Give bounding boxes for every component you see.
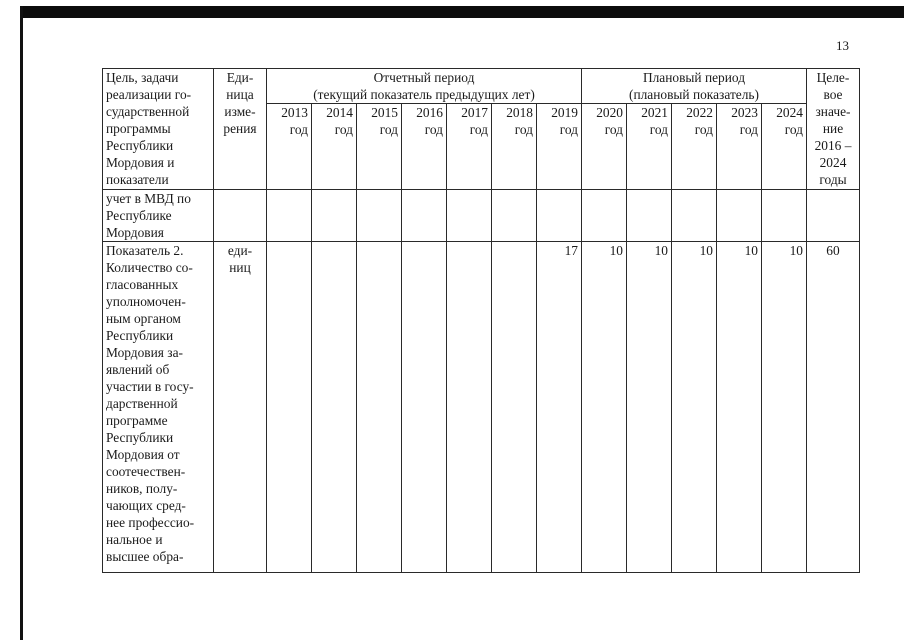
header-unit-line: Еди- xyxy=(226,70,254,85)
value-cell xyxy=(447,242,492,573)
header-target-line: вое xyxy=(823,87,843,102)
goal-line: гласованных xyxy=(106,277,179,292)
value-cell xyxy=(492,242,537,573)
value-cell xyxy=(402,190,447,242)
year-suffix: год xyxy=(694,122,713,137)
reporting-period-title: Отчетный период xyxy=(373,70,475,85)
value-cell xyxy=(492,190,537,242)
unit-line: ниц xyxy=(229,260,251,275)
year-header-cell xyxy=(492,104,537,190)
goal-line: явлений об xyxy=(106,362,170,377)
year-label: 2016 xyxy=(416,105,443,120)
goal-line: Количество со- xyxy=(106,260,193,275)
value-cell: 10 xyxy=(582,242,627,573)
goal-line: Мордовия от xyxy=(106,447,180,462)
goal-cell xyxy=(103,190,214,242)
goal-line: нальное и xyxy=(106,532,163,547)
year-suffix: год xyxy=(739,122,758,137)
year-suffix: год xyxy=(514,122,533,137)
goal-line: ным органом xyxy=(106,311,181,326)
year-header-cell xyxy=(267,104,312,190)
header-goal-line xyxy=(106,69,210,86)
unit-cell xyxy=(214,190,267,242)
goal-line: Мордовия xyxy=(106,225,164,240)
goal-line: соотечествен- xyxy=(106,464,186,479)
year-label: 2022 xyxy=(686,105,713,120)
header-target-line: 2016 – xyxy=(814,138,852,153)
goal-line: Республике xyxy=(106,208,172,223)
value-cell xyxy=(357,190,402,242)
goal-line: участии в госу- xyxy=(106,379,194,394)
header-unit-line: рения xyxy=(223,121,257,136)
value-cell: 10 xyxy=(762,242,807,573)
year-header-cell xyxy=(312,104,357,190)
goal-cell xyxy=(103,242,214,573)
year-header-cell xyxy=(762,104,807,190)
value-cell xyxy=(267,190,312,242)
year-header-cell xyxy=(447,104,492,190)
goal-line: Мордовия за- xyxy=(106,345,183,360)
header-unit-line: изме- xyxy=(224,104,256,119)
year-header-cell xyxy=(672,104,717,190)
year-header-cell xyxy=(537,104,582,190)
value-cell xyxy=(627,190,672,242)
goal-line: программе xyxy=(106,413,168,428)
goal-line: Республики xyxy=(106,430,174,445)
year-suffix: год xyxy=(334,122,353,137)
value-cell: 10 xyxy=(717,242,762,573)
value-cell xyxy=(717,190,762,242)
year-suffix: год xyxy=(604,122,623,137)
year-suffix: год xyxy=(379,122,398,137)
year-suffix: год xyxy=(469,122,488,137)
year-label: 2018 xyxy=(506,105,533,120)
reporting-period-header xyxy=(267,69,582,104)
page-number: 13 xyxy=(836,38,849,53)
year-header-cell xyxy=(582,104,627,190)
header-target-line: ние xyxy=(822,121,844,136)
table-row xyxy=(103,242,860,573)
year-label: 2014 xyxy=(326,105,353,120)
header-unit-line: ница xyxy=(226,87,254,102)
header-target-line: годы xyxy=(819,172,847,187)
header-goal-line: сударственной xyxy=(106,104,190,119)
year-header-cell xyxy=(627,104,672,190)
header-target-line: Целе- xyxy=(816,70,850,85)
goal-line: уполномочен- xyxy=(106,294,186,309)
value-cell xyxy=(582,190,627,242)
year-suffix: год xyxy=(784,122,803,137)
planned-period-header xyxy=(582,69,807,104)
header-goal-line: показатели xyxy=(106,172,169,187)
indicator-table xyxy=(102,68,860,573)
goal-line: нее профессио- xyxy=(106,515,195,530)
goal-line: дарственной xyxy=(106,396,178,411)
value-cell: 10 xyxy=(672,242,717,573)
unit-line: еди- xyxy=(227,243,253,258)
header-row-periods xyxy=(103,69,860,104)
year-header-cell xyxy=(717,104,762,190)
value-cell: 17 xyxy=(537,242,582,573)
header-target-line: значе- xyxy=(815,104,851,119)
header-goal-text: реализации го- xyxy=(106,87,192,102)
value-cell xyxy=(672,190,717,242)
goal-line: Республики xyxy=(106,328,174,343)
header-goal-cell xyxy=(103,69,214,190)
goal-line: учет в МВД по xyxy=(106,191,191,206)
unit-cell xyxy=(214,242,267,573)
table-row xyxy=(103,190,860,242)
header-goal-line xyxy=(106,86,210,103)
year-suffix: год xyxy=(559,122,578,137)
value-cell xyxy=(312,190,357,242)
year-suffix: год xyxy=(649,122,668,137)
year-suffix: год xyxy=(289,122,308,137)
target-cell xyxy=(807,190,860,242)
header-unit-cell xyxy=(214,69,267,190)
year-label: 2023 xyxy=(731,105,758,120)
year-label: 2021 xyxy=(641,105,668,120)
year-header-cell xyxy=(402,104,447,190)
value-cell xyxy=(762,190,807,242)
value-cell xyxy=(357,242,402,573)
header-goal-line: Республики xyxy=(106,138,174,153)
goal-line: Показатель 2. xyxy=(106,243,184,258)
planned-period-subtitle: (плановый показатель) xyxy=(629,87,759,102)
header-goal-line: программы xyxy=(106,121,171,136)
header-target-cell xyxy=(807,69,860,190)
year-label: 2020 xyxy=(596,105,623,120)
header-target-line: 2024 xyxy=(819,155,847,170)
reporting-period-subtitle: (текущий показатель предыдущих лет) xyxy=(313,87,535,102)
header-goal-text: Цель, задачи xyxy=(106,70,179,85)
goal-line: ников, полу- xyxy=(106,481,178,496)
value-cell xyxy=(537,190,582,242)
scan-left-edge xyxy=(20,6,23,640)
value-cell xyxy=(447,190,492,242)
goal-line: высшее обра- xyxy=(106,549,184,564)
value-cell xyxy=(402,242,447,573)
year-header-cell xyxy=(357,104,402,190)
year-label: 2013 xyxy=(281,105,308,120)
header-goal-line: Мордовия и xyxy=(106,155,175,170)
planned-period-title: Плановый период xyxy=(642,70,746,85)
scan-top-edge xyxy=(22,6,904,18)
year-label: 2024 xyxy=(776,105,803,120)
target-cell: 60 xyxy=(807,242,860,573)
goal-line: чающих сред- xyxy=(106,498,186,513)
value-cell: 10 xyxy=(627,242,672,573)
year-label: 2017 xyxy=(461,105,488,120)
value-cell xyxy=(267,242,312,573)
year-label: 2015 xyxy=(371,105,398,120)
year-label: 2019 xyxy=(551,105,578,120)
year-suffix: год xyxy=(424,122,443,137)
value-cell xyxy=(312,242,357,573)
